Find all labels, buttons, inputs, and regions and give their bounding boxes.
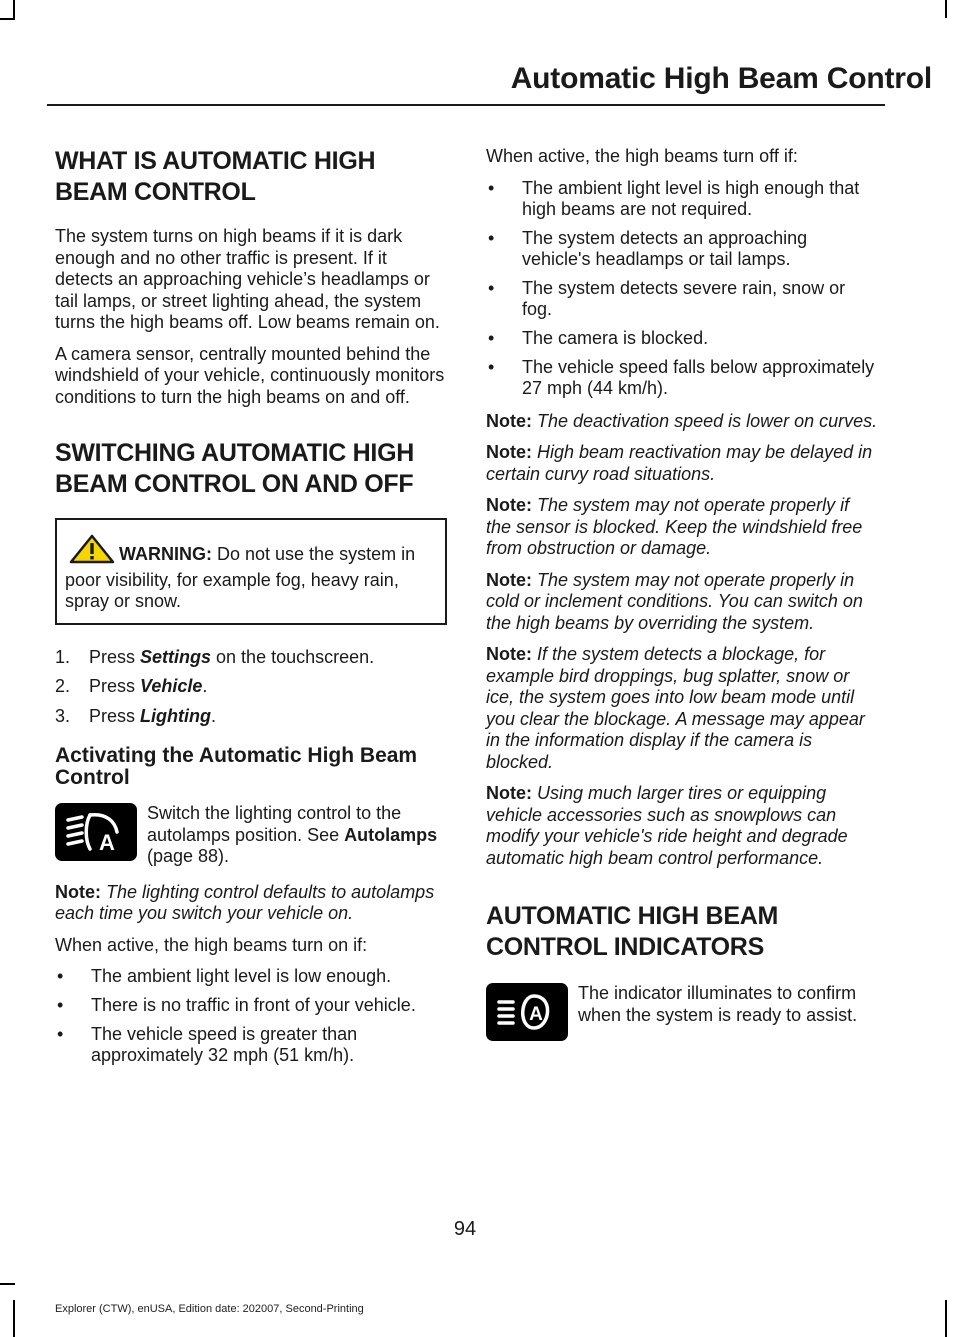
step-text: .	[211, 705, 217, 726]
list-item	[486, 278, 878, 320]
warning-text: Do not use the system in poor visibility, for example fog, heavy rain, spray or snow.	[65, 544, 416, 611]
steps-list	[55, 647, 447, 728]
list-item-text: The ambient light level is low enough.	[91, 966, 392, 986]
turn-off-list	[486, 178, 878, 399]
note-paragraph	[486, 442, 878, 485]
list-item	[486, 228, 878, 270]
bullet-dot: •	[488, 277, 495, 298]
note-paragraph	[486, 570, 878, 635]
list-item-text: The vehicle speed falls below approximately 27 mph (44 km/h).	[522, 356, 875, 398]
note-label: Note:	[486, 495, 532, 515]
autolamps-icon-row	[55, 803, 447, 868]
list-item	[55, 1024, 447, 1066]
bullet-dot: •	[57, 966, 64, 986]
section-heading-what-is: WHAT IS AUTOMATIC HIGH BEAM CONTROL	[55, 147, 376, 206]
turn-on-intro: When active, the high beams turn on if:	[55, 934, 368, 955]
turn-on-list	[55, 966, 447, 1066]
note-text: The lighting control defaults to autolamps each time you switch your vehicle on.	[55, 881, 435, 923]
warning-label: WARNING:	[119, 544, 212, 564]
subheading-activating: Activating the Automatic High Beam Control	[55, 744, 418, 789]
bullet-dot: •	[488, 227, 495, 248]
svg-text:A: A	[99, 830, 115, 854]
autolamps-instruction	[147, 803, 447, 868]
list-item-text: There is no traffic in front of your vehicle.	[91, 995, 416, 1015]
indicator-description: The indicator illuminates to confirm when the system is ready to assist.	[578, 983, 858, 1025]
warning-triangle-icon	[69, 534, 115, 570]
step-emphasis: Lighting	[140, 705, 211, 726]
note-text: High beam reactivation may be delayed in certain curvy road situations.	[486, 442, 873, 484]
list-item	[55, 995, 447, 1016]
note-paragraph	[486, 411, 878, 433]
list-item	[486, 357, 878, 399]
step-item	[55, 647, 447, 669]
bullet-dot: •	[57, 995, 64, 1015]
footer-edition: Explorer (CTW), enUSA, Edition date: 202007, Second-Printing	[55, 1303, 364, 1315]
bullet-dot: •	[57, 1024, 64, 1044]
step-emphasis: Vehicle	[140, 676, 203, 696]
auto-high-beam-icon	[55, 803, 137, 861]
note-label: Note:	[486, 410, 532, 431]
step-text: .	[202, 676, 208, 696]
crop-mark-tl	[13, 0, 15, 18]
autolamps-link[interactable]: Autolamps	[344, 824, 438, 845]
list-item	[55, 966, 447, 987]
crop-mark-tl-h	[0, 18, 15, 20]
page-header-title: Automatic High Beam Control	[510, 62, 932, 95]
section-heading-switching: SWITCHING AUTOMATIC HIGH BEAM CONTROL ON AND OFF	[55, 439, 414, 498]
list-item	[486, 178, 878, 220]
step-text: Press	[89, 646, 141, 667]
warning-box	[55, 518, 447, 625]
camera-paragraph: A camera sensor, centrally mounted behind the windshield of your vehicle, continuously monitors conditions to turn the high beams on and off.	[55, 343, 445, 407]
note-label: Note:	[486, 644, 532, 664]
left-column	[55, 138, 447, 1078]
note-label: Note:	[486, 783, 532, 803]
step-emphasis: Settings	[140, 646, 212, 667]
list-item-text: The ambient light level is high enough that high beams are not required.	[522, 177, 860, 219]
turn-off-intro: When active, the high beams turn off if:	[486, 146, 798, 166]
instruction-text: Switch the lighting control to the autolamps position. See	[147, 803, 402, 845]
step-item	[55, 706, 447, 728]
list-item-text: The system detects severe rain, snow or fog.	[522, 277, 846, 319]
step-number: 2.	[55, 676, 71, 696]
crop-mark-bl	[13, 1300, 15, 1337]
note-label: Note:	[486, 442, 532, 462]
note-paragraph	[486, 644, 878, 773]
step-text: Press	[89, 676, 141, 696]
note-text: Using much larger tires or equipping vehicle accessories such as snowplows can modify your vehicle's ride height and degrade automatic high beam control performance.	[486, 783, 848, 868]
note-label: Note:	[486, 569, 532, 590]
page-number: 94	[453, 1218, 477, 1240]
note-text: If the system detects a blockage, for example bird droppings, bug splatter, snow or ice, the system goes into low beam mode until you clear the blockage. A message may appear in the information display if the camera is blocked.	[486, 644, 865, 772]
step-text: on the touchscreen.	[211, 646, 375, 667]
crop-mark-bl-h	[0, 1283, 15, 1285]
svg-text:A: A	[529, 1004, 543, 1025]
note-label: Note:	[55, 881, 101, 902]
note-text: The system may not operate properly if the sensor is blocked. Keep the windshield free from obstruction or damage.	[486, 495, 863, 558]
crop-mark-tr	[945, 0, 947, 18]
indicator-icon-row	[486, 983, 878, 1041]
bullet-dot: •	[488, 177, 495, 198]
right-column	[486, 146, 878, 1055]
note-paragraph	[486, 783, 878, 869]
crop-mark-br	[945, 1300, 947, 1337]
step-number: 1.	[55, 646, 71, 667]
list-item	[486, 328, 878, 349]
step-item	[55, 676, 447, 698]
note-text: The deactivation speed is lower on curves.	[532, 410, 878, 431]
note-paragraph	[486, 495, 878, 560]
auto-high-beam-indicator-icon	[486, 983, 568, 1041]
list-item-text: The system detects an approaching vehicle's headlamps or tail lamps.	[522, 227, 808, 269]
note-text: The system may not operate properly in cold or inclement conditions. You can switch on the high beams by overriding the system.	[486, 569, 863, 633]
intro-paragraph: The system turns on high beams if it is dark enough and no other traffic is present. If it detects an approaching vehicle’s headlamps or tail lamps, or street lighting ahead, the system turns the high beams off. Low beams remain on.	[55, 226, 440, 332]
list-item-text: The camera is blocked.	[522, 327, 709, 348]
step-number: 3.	[55, 705, 71, 726]
bullet-dot: •	[488, 356, 495, 377]
bullet-dot: •	[488, 327, 495, 348]
section-heading-indicators: AUTOMATIC HIGH BEAM CONTROL INDICATORS	[486, 902, 778, 961]
header-rule	[47, 104, 885, 106]
note-autolamps	[55, 882, 447, 925]
step-text: Press	[89, 705, 141, 726]
page-reference: (page 88).	[147, 846, 230, 866]
list-item-text: The vehicle speed is greater than approximately 32 mph (51 km/h).	[91, 1024, 358, 1065]
